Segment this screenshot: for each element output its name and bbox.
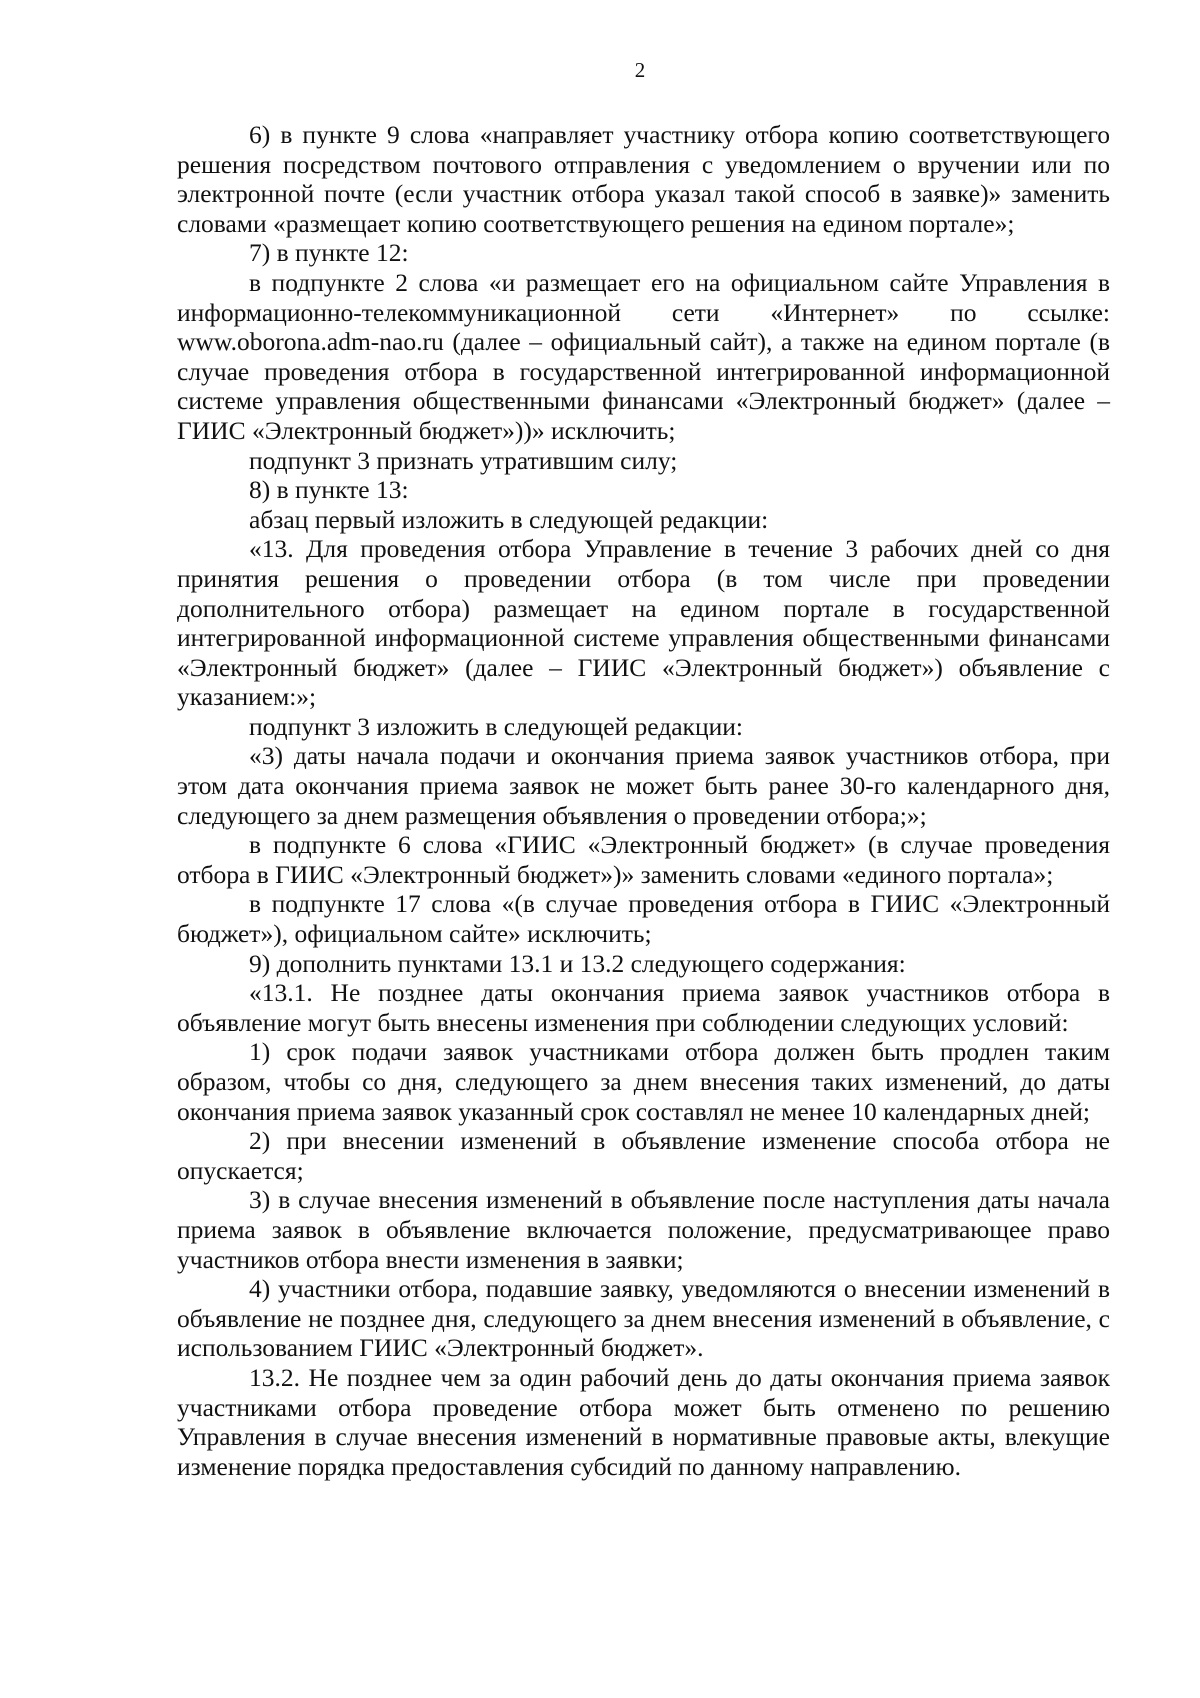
paragraph-condition-1: 1) срок подачи заявок участниками отбора должен быть продлен таким образом, чтобы со дня, следующего за днем внесения таких изменений, до даты окончания приема заявок указанный срок составлял не менее 10 календарных дней; [177, 1037, 1110, 1126]
paragraph-condition-3: 3) в случае внесения изменений в объявление после наступления даты начала приема заявок в объявление включается положение, предусматривающее право участников отбора внести изменения в заявки; [177, 1185, 1110, 1274]
paragraph-item-9: 9) дополнить пунктами 13.1 и 13.2 следующего содержания: [249, 948, 906, 978]
paragraph-subitem-17: в подпункте 17 слова «(в случае проведения отбора в ГИИС «Электронный бюджет»), официальном сайте» исключить; [177, 889, 1110, 949]
paragraph-condition-2: 2) при внесении изменений в объявление изменение способа отбора не опускается; [177, 1126, 1110, 1185]
paragraph-subitem-2: в подпункте 2 слова «и размещает его на официальном сайте Управления в информационно-телекоммуникационной сети «Интернет» по ссылке: www.oborona.adm-nao.ru (далее – официальный сайт), а также на едином портале (в случае проведения отбора в государственной интегрированной информационной системе управления общественными финансами «Электронный бюджет» (далее – ГИИС «Электронный бюджет»))» исключить; [177, 267, 1110, 445]
paragraph-clause-13-1: «13.1. Не позднее даты окончания приема заявок участников отбора в объявление могут быть внесены изменения при соблюдении следующих условий: [177, 978, 1110, 1037]
paragraph-item-8: 8) в пункте 13: [249, 475, 409, 505]
paragraph-item-7: 7) в пункте 12: [249, 238, 409, 268]
paragraph-clause-13-3: «3) даты начала подачи и окончания приема заявок участников отбора, при этом дата окончания приема заявок не может быть ранее 30-го календарного дня, следующего за днем размещения объявления о проведении отбора;»; [177, 741, 1110, 830]
page-number: 2 [634, 58, 646, 82]
paragraph-first-abzac: абзац первый изложить в следующей редакции: [249, 504, 769, 534]
paragraph-item-6: 6) в пункте 9 слова «направляет участнику отбора копию соответствующего решения посредством почтового отправления с уведомлением о вручении или по электронной почте (если участник отбора указал такой способ в заявке)» заменить словами «размещает копию соответствующего решения на едином портале»; [177, 120, 1110, 238]
paragraph-clause-13: «13. Для проведения отбора Управление в течение 3 рабочих дней со дня принятия решения о проведении отбора (в том числе при проведении дополнительного отбора) размещает на едином портале в государственной интегрированной информационной системе управления общественными финансами «Электронный бюджет» (далее – ГИИС «Электронный бюджет») объявление с указанием:»; [177, 534, 1110, 712]
paragraph-subitem-3-new: подпункт 3 изложить в следующей редакции: [249, 711, 743, 741]
document-body [177, 120, 1110, 1481]
paragraph-subitem-6: в подпункте 6 слова «ГИИС «Электронный бюджет» (в случае проведения отбора в ГИИС «Электронный бюджет»)» заменить словами «единого портала»; [177, 830, 1110, 889]
paragraph-condition-4: 4) участники отбора, подавшие заявку, уведомляются о внесении изменений в объявление не позднее дня, следующего за днем внесения изменений в объявление, с использованием ГИИС «Электронный бюджет». [177, 1274, 1110, 1363]
paragraph-clause-13-2: 13.2. Не позднее чем за один рабочий день до даты окончания приема заявок участниками отбора проведение отбора может быть отменено по решению Управления в случае внесения изменений в нормативные правовые акты, влекущие изменение порядка предоставления субсидий по данному направлению. [177, 1362, 1110, 1481]
paragraph-subitem-3-void: подпункт 3 признать утратившим силу; [249, 445, 678, 475]
